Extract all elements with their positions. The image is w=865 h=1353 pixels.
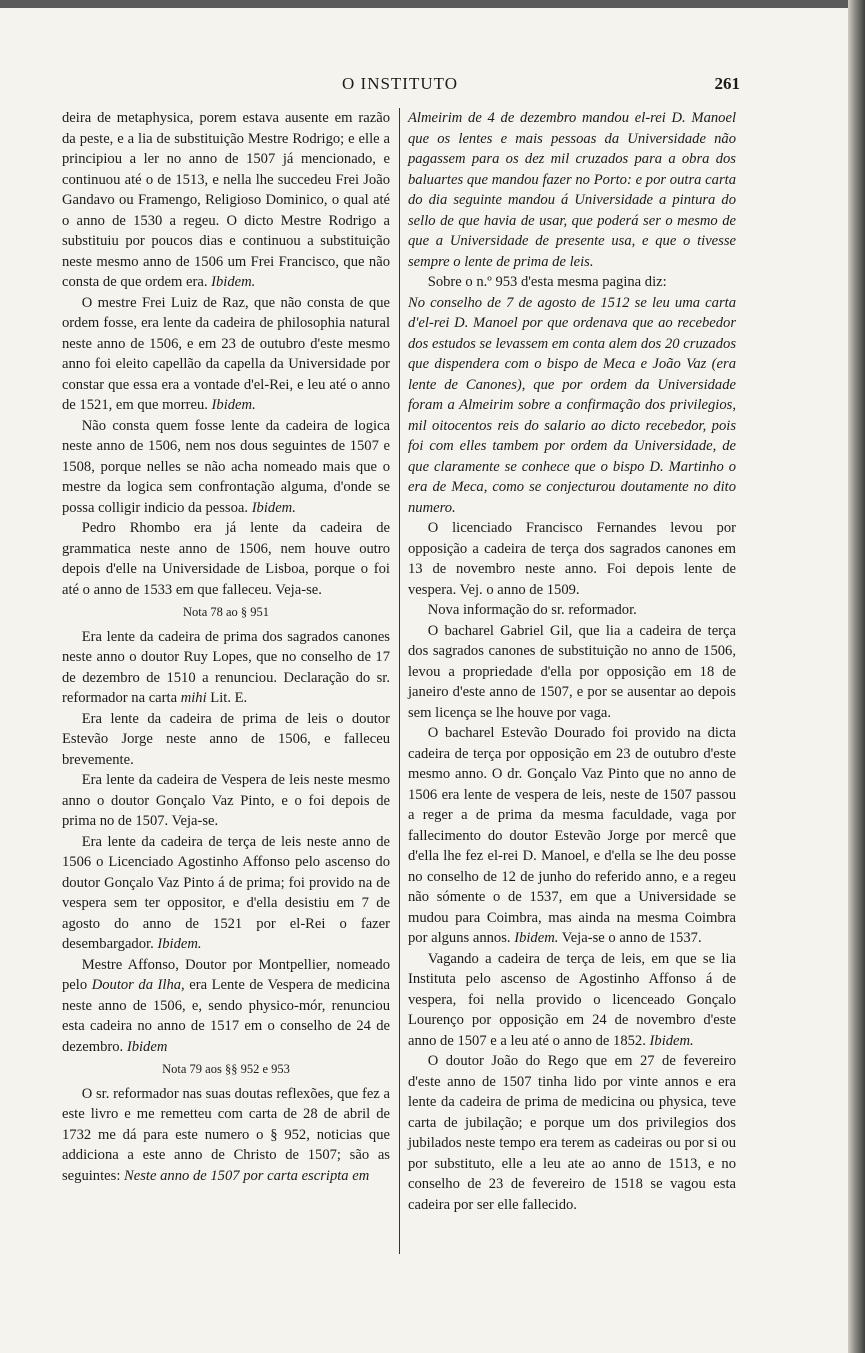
paragraph: Era lente da cadeira de prima de leis o doutor Estevão Jorge neste anno de 1506, e falleceu brevemente. <box>62 710 390 768</box>
paragraph: Nova informação do sr. reformador. <box>427 602 637 618</box>
page-edge-shadow <box>848 0 865 1353</box>
left-column <box>62 108 390 1186</box>
paragraph: O licenciado Francisco Fernandes levou por opposição a cadeira de terça dos sagrados canones em 13 de novembro neste anno. Foi depois lente de vespera. Vej. o anno de 1509. <box>408 520 736 598</box>
book-page <box>0 8 848 1353</box>
page-number: 261 <box>714 74 740 93</box>
column-divider <box>399 108 400 1254</box>
paragraph: Pedro Rhombo era já lente da cadeira de grammatica neste anno de 1506, nem houve outro depois d'elle na Universidade de Lisboa, porque o foi até o anno de 1533 em que falleceu. Veja-se. <box>62 520 390 598</box>
paragraph: O bacharel Estevão Dourado foi provido na dicta cadeira de terça por opposição em 23 de outubro d'este mesmo anno. O dr. Gonçalo Vaz Pinto que no anno de 1506 era lente de vespera de leis, neste de 1507 passou a reger a de prima da mesma faculdade, vaga por fallecimento do doutor Estevão Jorge por mercê que d'ella lhe fez el-rei D. Manoel, e d'ella se lhe deu posse no conselho de 12 de junho do referido anno, e a regeu não sómente o de 1537, em que a Universidade se mudou para Coimbra, mas ainda na mesma Coimbra por alguns annos. Ibidem. Veja-se o anno de 1537. <box>408 725 736 946</box>
paragraph: O sr. reformador nas suas doutas reflexões, que fez a este livro e me remetteu com carta de 28 de abril de 1732 me dá para este numero o § 952, noticias que addiciona a este anno de Christo de 1507; são as seguintes: Neste anno de 1507 por carta escripta em <box>62 1085 390 1184</box>
quoted-paragraph: No conselho de 7 de agosto de 1512 se leu uma carta d'el-rei D. Manoel por que ordenava que ao recebedor dos estudos se levassem em conta alem dos 20 cruzados que dispendera com o bispo de Meca e João Vaz (era lente de Canones), que por ordem da Universidade foram a Almeirim sobre a confirmação dos privilegios, mil oitocentos reis do salario ao dicto recebedor, pois foi com elles tambem por ordem da Universidade, de que claramente se conhece que o bispo D. Martinho o era de Meca, como se conjecturou doutamente no dito numero. <box>408 294 736 516</box>
paragraph: Era lente da cadeira de Vespera de leis neste mesmo anno o doutor Gonçalo Vaz Pinto, e o foi depois de prima no de 1507. Veja-se. <box>62 772 390 829</box>
note-heading: Nota 79 aos §§ 952 e 953 <box>162 1062 290 1076</box>
page-header <box>60 74 740 98</box>
note-heading: Nota 78 ao § 951 <box>182 605 270 619</box>
right-column <box>408 108 736 1215</box>
paragraph: Mestre Affonso, Doutor por Montpellier, nomeado pelo Doutor da Ilha, era Lente de Vespera de medicina neste anno de 1506, e, sendo physico-mór, renunciou esta cadeira no anno de 1517 em o conselho de 24 de dezembro. Ibidem <box>62 956 390 1055</box>
paragraph: Não consta quem fosse lente da cadeira de logica neste anno de 1506, nem nos dous seguintes de 1507 e 1508, porque nelles se não acha nomeado mais que o mestre da logica sem confrontação alguma, d'onde se possa colligir indicio da pessoa. Ibidem. <box>62 417 390 516</box>
paragraph: O doutor João do Rego que em 27 de fevereiro d'este anno de 1507 tinha lido por vinte annos e era lente da cadeira de prima de medicina ou physica, teve carta de jubilação; e porque um dos privilegios dos jubilados neste tempo era terem as cadeiras ou por si ou por substituto, elle a leu ate ao anno de 1513, e no conselho de 23 de fevereiro de 1518 se vagou esta cadeira por ser elle fallecido. <box>408 1053 736 1213</box>
paragraph: Vagando a cadeira de terça de leis, em que se lia Instituta pelo ascenso de Agostinho Affonso á de vespera, foi nella provido o licenceado Gonçalo Lourenço por opposição em 24 de novembro d'este anno de 1507 e a leu até o anno de 1852. Ibidem. <box>408 950 736 1049</box>
paragraph: O bacharel Gabriel Gil, que lia a cadeira de terça dos sagrados canones de substituição no anno de 1506, levou a propriedade d'ella por opposição em 18 de janeiro d'este anno de 1507, e por se ausentar ao depois sem licença se lhe houve por vaga. <box>408 622 736 721</box>
paragraph: Sobre o n.º 953 d'esta mesma pagina diz: <box>427 274 667 290</box>
paragraph: O mestre Frei Luiz de Raz, que não consta de que ordem fosse, era lente da cadeira de philosophia natural neste anno de 1506, e em 23 de outubro d'este mesmo anno foi eleito capellão da capella da Universidade por constar que essa era a vontade d'el-Rei, e leu até o anno de 1521, em que morreu. Ibidem. <box>62 294 390 413</box>
paragraph: deira de metaphysica, porem estava ausente em razão da peste, e a lia de substituição Mestre Rodrigo; e elle a principiou a ler no anno de 1507 já mencionado, e continuou até o de 1513, e nella lhe succedeu Frei João Gandavo ou Framengo, Religioso Dominico, o qual até o anno de 1530 a regeu. O dicto Mestre Rodrigo a substituiu por poucos dias e continuou a substituição neste mesmo anno de 1506 um Frei Francisco, que não consta de que ordem era. Ibidem. <box>62 110 390 290</box>
paragraph: Era lente da cadeira de terça de leis neste anno de 1506 o Licenciado Agostinho Affonso pelo ascenso do doutor Gonçalo Vaz Pinto á de prima; foi provido na de vespera sem ter oppositor, e d'ella desistiu em 7 de agosto do anno de 1521 por el-Rei o fazer desembargador. Ibidem. <box>62 833 390 952</box>
paragraph: Era lente da cadeira de prima dos sagrados canones neste anno o doutor Ruy Lopes, que no conselho de 17 de dezembro de 1510 a renunciou. Declaração do sr. reformador na carta mihi Lit. E. <box>62 628 390 706</box>
running-title: O INSTITUTO <box>342 74 458 93</box>
quoted-paragraph: Almeirim de 4 de dezembro mandou el-rei D. Manoel que os lentes e mais pessoas da Universidade não pagassem para os dez mil cruzados para a obra dos baluartes que mandou fazer no Porto: e por outra carta do dia seguinte mandou á Universidade a pintura do sello de que havia de usar, que poderá ser o mesmo de que a Universidade de presente usa, e que o tivesse sempre o lente de prima de leis. <box>408 110 736 270</box>
